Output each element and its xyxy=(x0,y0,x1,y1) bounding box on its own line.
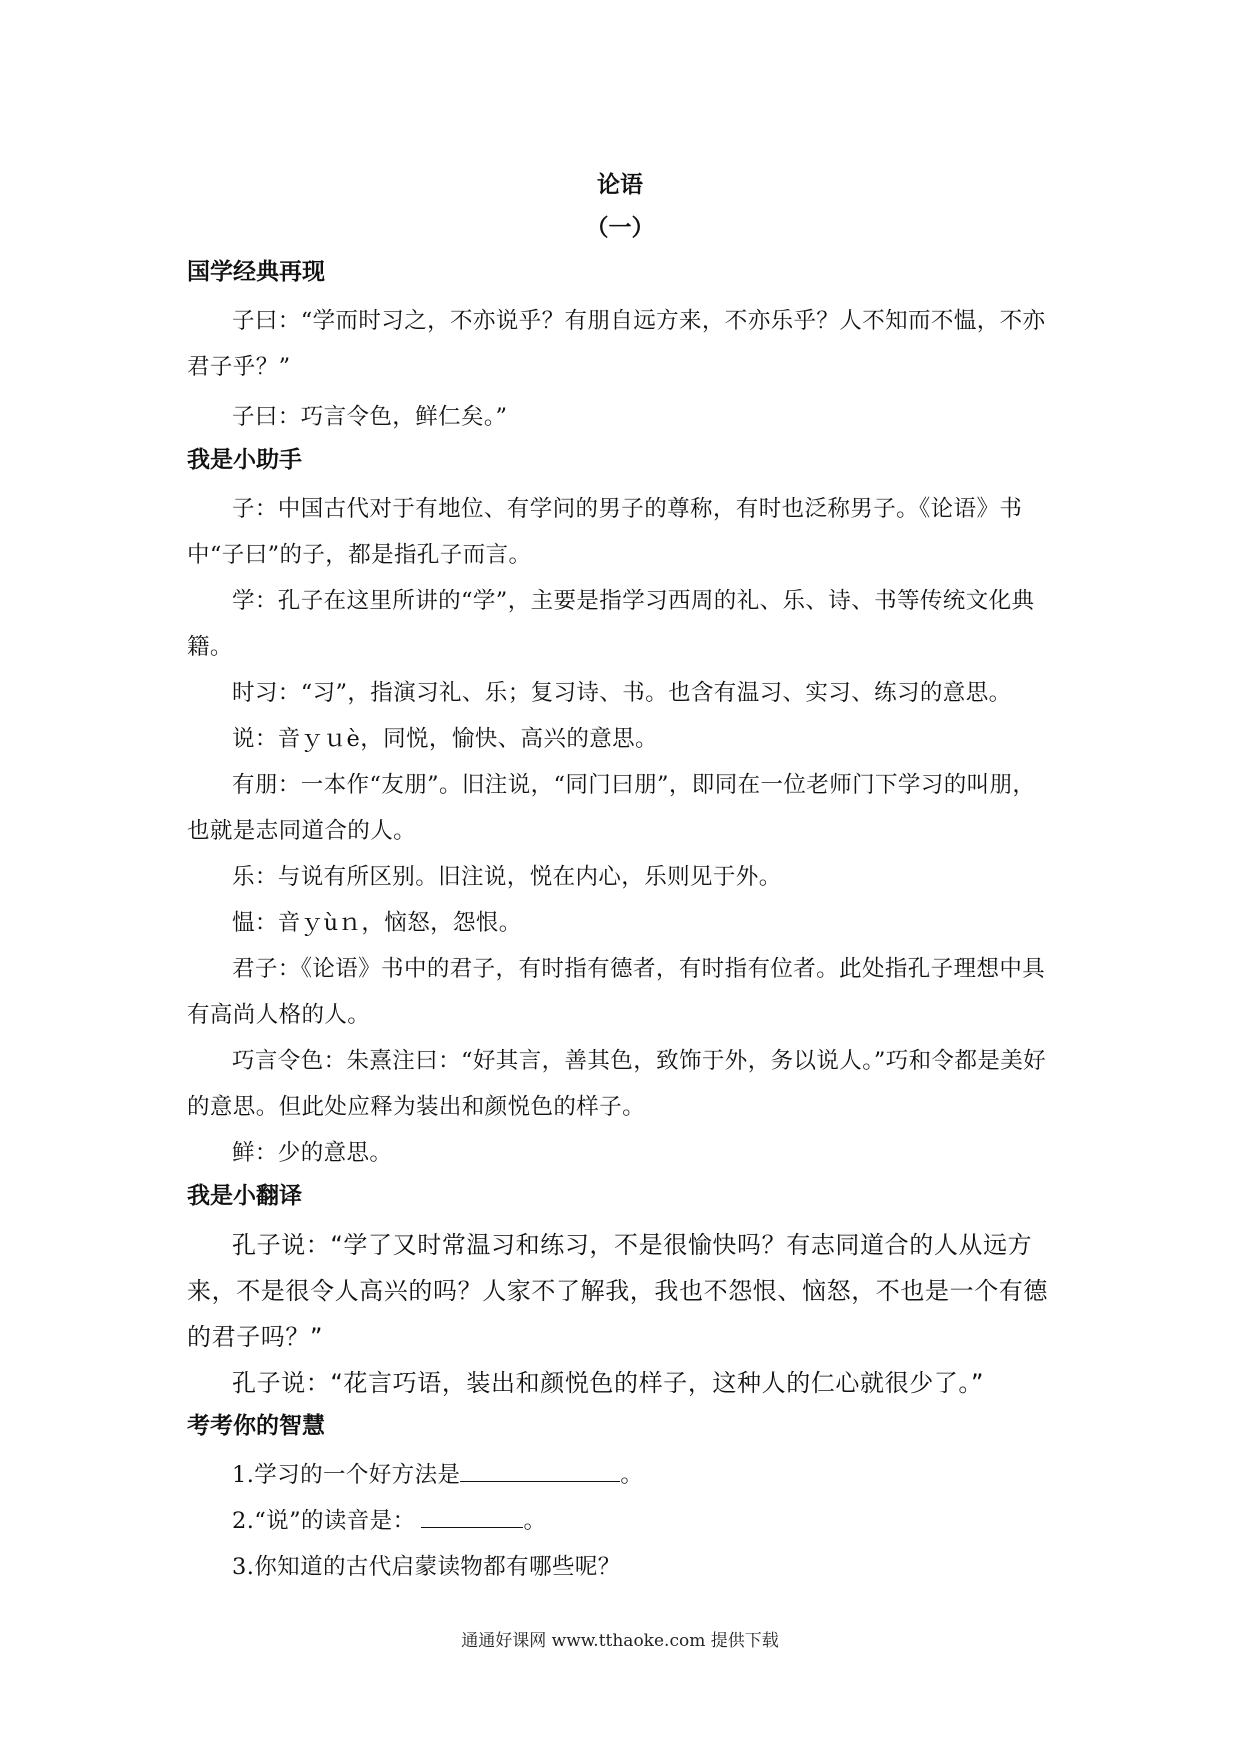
quiz-question-2-suffix: 。 xyxy=(523,1508,547,1534)
note-le: 乐：与说有所区别。旧注说，悦在内心，乐则见于外。 xyxy=(232,864,782,890)
quiz-question-2 xyxy=(187,1498,1057,1544)
section-heading-classic: 国学经典再现 xyxy=(187,259,325,285)
note-zi: 子：中国古代对于有地位、有学问的男子的尊称，有时也泛称男子。《论语》书中“子曰”的子，都是指孔子而言。 xyxy=(187,496,1023,568)
note-xian: 鲜：少的意思。 xyxy=(232,1140,393,1166)
answer-blank-1[interactable] xyxy=(460,1461,620,1482)
section-heading-translate: 我是小翻译 xyxy=(187,1183,302,1209)
note-junzi: 君子：《论语》书中的君子，有时指有德者，有时指有位者。此处指孔子理想中具有高尚人格的人。 xyxy=(187,956,1046,1028)
answer-blank-2[interactable] xyxy=(421,1507,523,1528)
note-yun: 愠：音ｙùｎ，恼怒，怨恨。 xyxy=(232,910,522,936)
note-shuo: 说：音ｙｕè，同悦，愉快、高兴的意思。 xyxy=(232,726,658,752)
translation-2: 孔子说：“花言巧语，装出和颜悦色的样子，这种人的仁心就很少了。” xyxy=(232,1369,985,1397)
quiz-question-1-suffix: 。 xyxy=(620,1462,644,1488)
section-heading-helper: 我是小助手 xyxy=(187,447,302,473)
note-youpeng: 有朋：一本作“友朋”。旧注说，“同门曰朋”，即同在一位老师门下学习的叫朋，也就是志同道合的人。 xyxy=(187,772,1036,844)
document-body xyxy=(187,252,1057,1590)
note-shixi: 时习：“习”，指演习礼、乐；复习诗、书。也含有温习、实习、练习的意思。 xyxy=(232,680,1012,706)
quiz-question-1 xyxy=(187,1452,1057,1498)
translation-1: 孔子说：“学了又时常温习和练习，不是很愉快吗？有志同道合的人从远方来，不是很令人高兴的吗？人家不了解我，我也不怨恨、恼怒，不也是一个有德的君子吗？” xyxy=(187,1231,1048,1351)
quiz-question-2-text: 2.“说”的读音是： xyxy=(232,1508,416,1534)
page-title: 论语 xyxy=(597,172,643,198)
quiz-question-1-text: 1.学习的一个好方法是 xyxy=(232,1462,461,1488)
page-footer: 通通好课网 www.tthaoke.com 提供下载 xyxy=(461,1631,779,1651)
classic-quote-2: 子曰：巧言令色，鲜仁矣。” xyxy=(232,404,508,430)
section-heading-quiz: 考考你的智慧 xyxy=(187,1413,325,1439)
classic-quote-1: 子曰：“学而时习之，不亦说乎？有朋自远方来，不亦乐乎？人不知而不愠，不亦君子乎？” xyxy=(187,308,1046,380)
note-qiaoyan: 巧言令色：朱熹注曰：“好其言，善其色，致饰于外，务以说人。”巧和令都是美好的意思。但此处应释为装出和颜悦色的样子。 xyxy=(187,1048,1047,1120)
page-subtitle: （一） xyxy=(585,215,655,241)
quiz-question-3: 3.你知道的古代启蒙读物都有哪些呢？ xyxy=(232,1554,621,1580)
note-xue: 学：孔子在这里所讲的“学”，主要是指学习西周的礼、乐、诗、书等传统文化典籍。 xyxy=(187,588,1035,660)
